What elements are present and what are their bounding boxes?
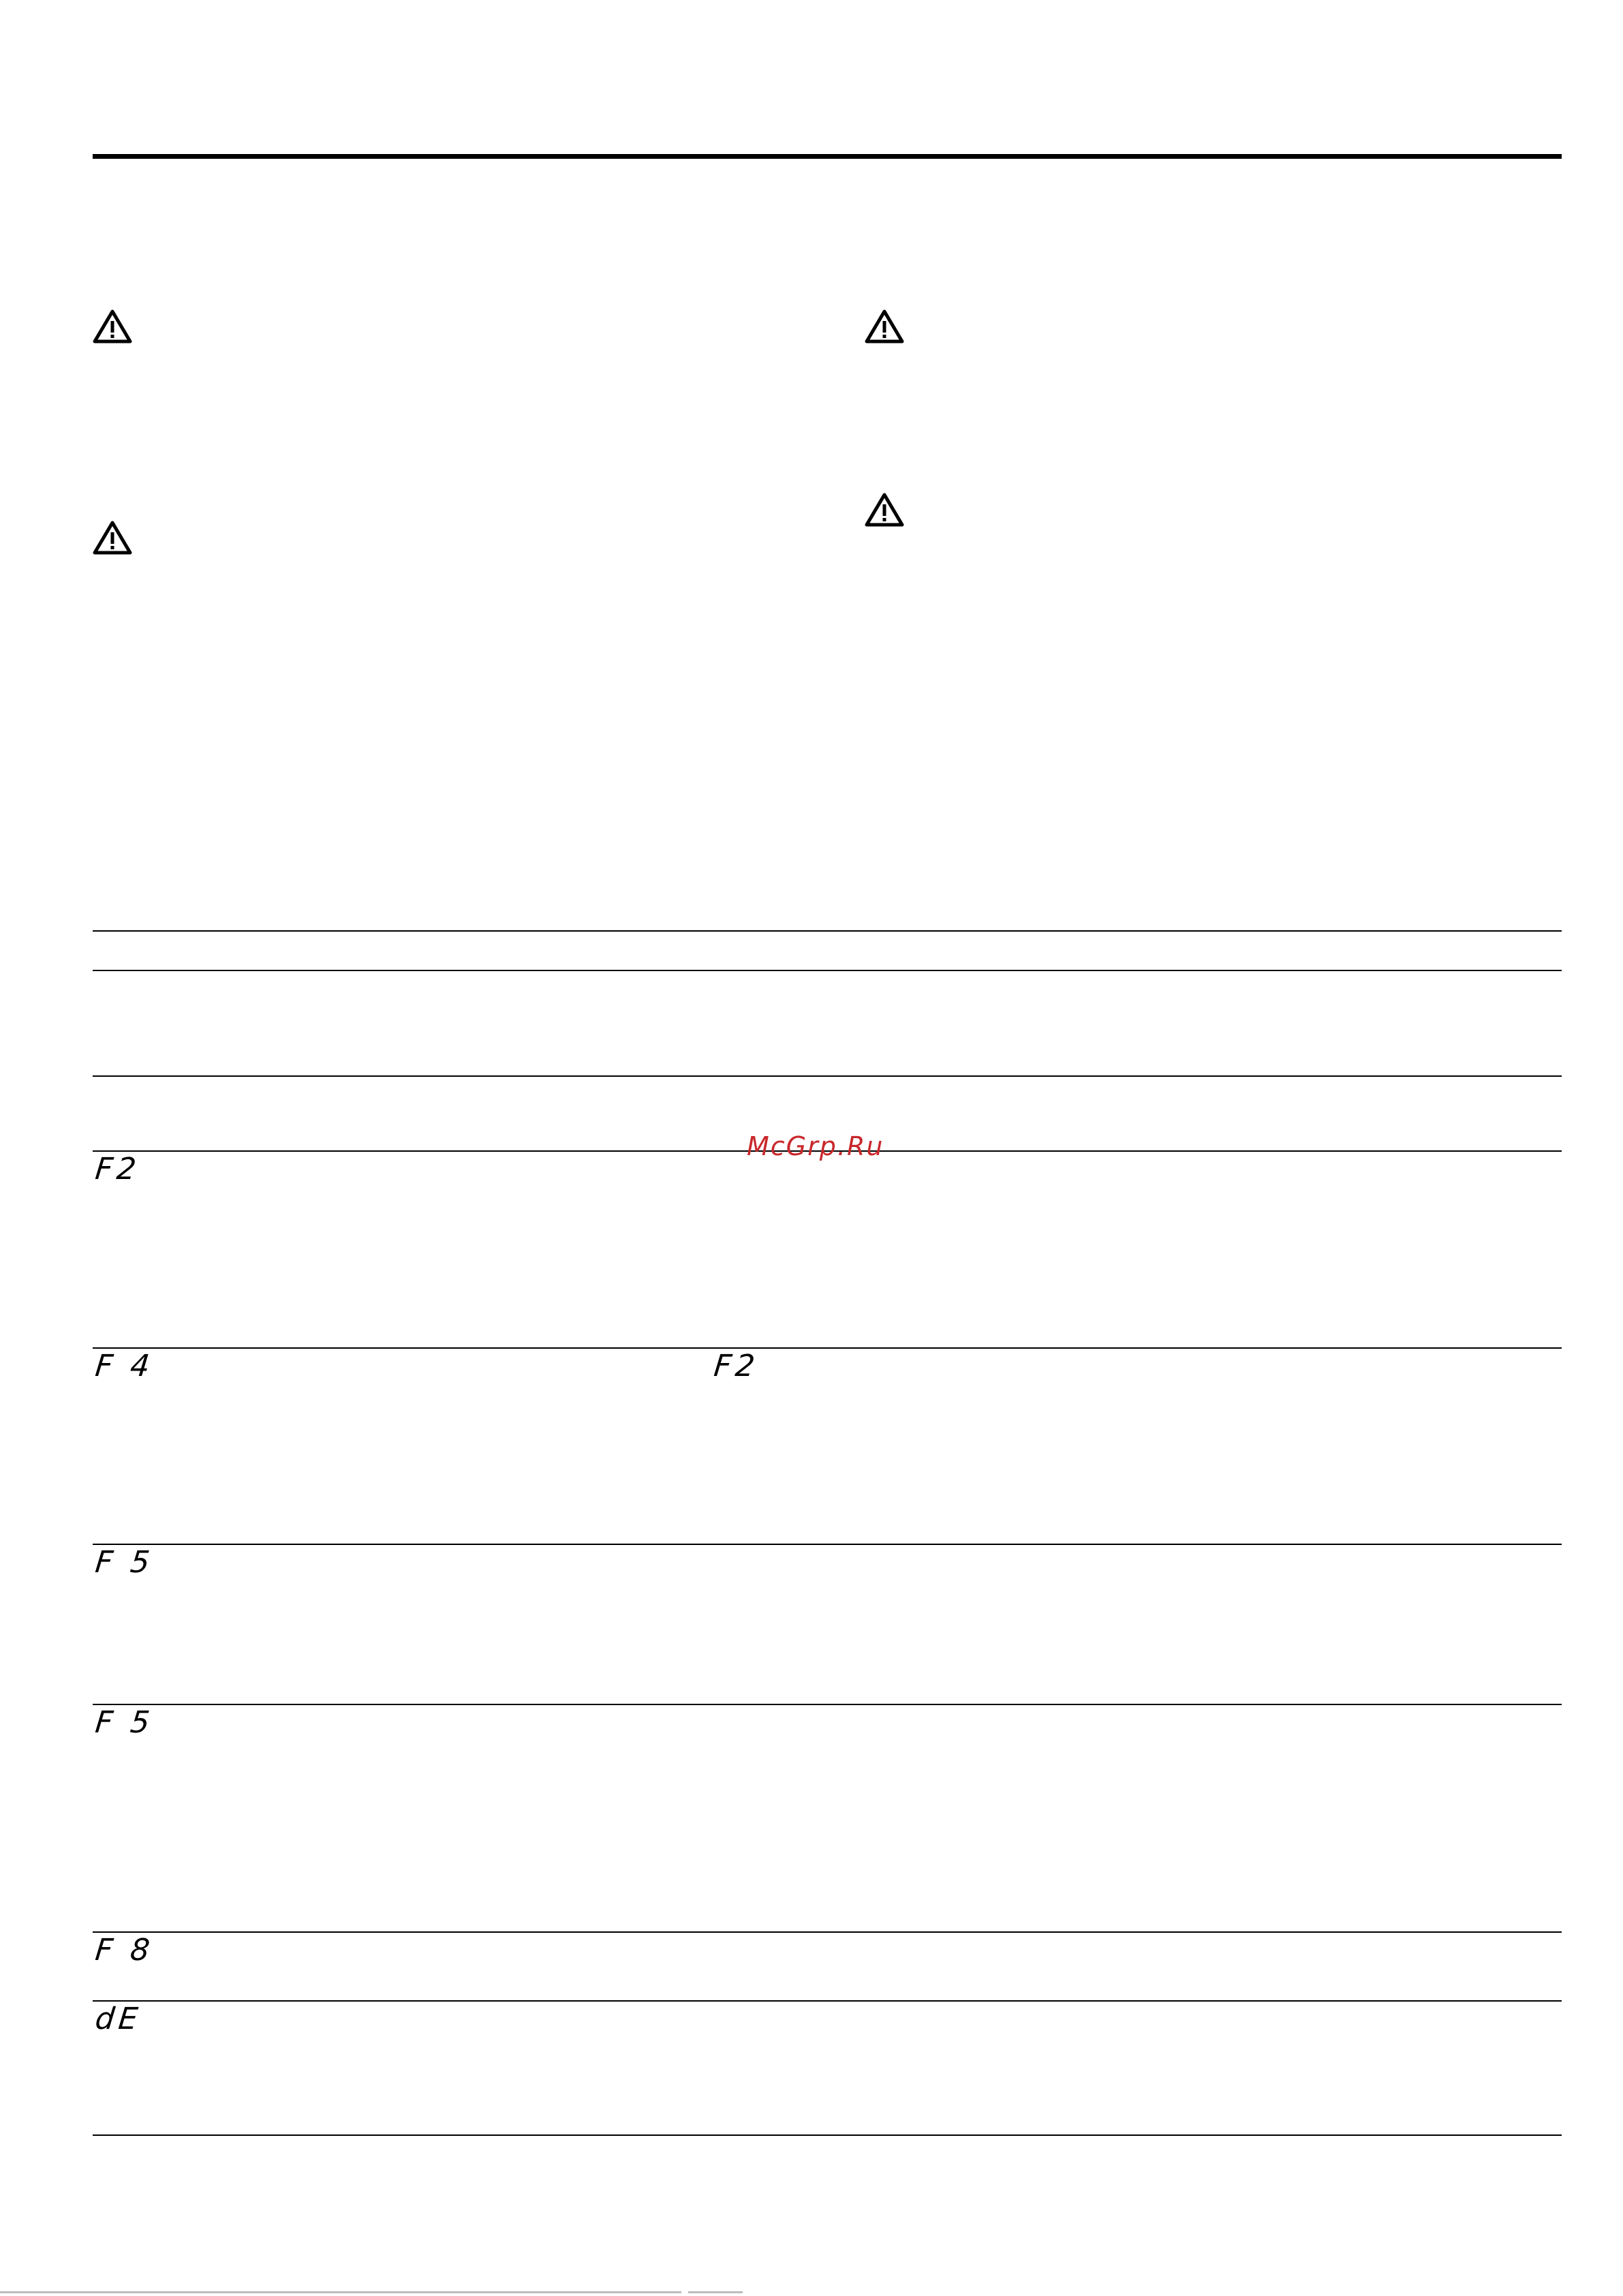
warning-triangle-icon (93, 309, 132, 344)
table-row-divider (93, 2000, 1562, 2002)
error-code-f8: F 8 (93, 1933, 156, 1968)
table-row-divider (93, 1347, 1562, 1349)
table-row-divider (93, 1075, 1562, 1077)
error-code-f5: F 5 (93, 1545, 156, 1580)
error-code-f2: F2 (93, 1152, 142, 1187)
error-code-f2-reference: F2 (712, 1349, 761, 1383)
table-row-divider (93, 1704, 1562, 1705)
footer-line (0, 2291, 681, 2293)
table-row-divider (93, 1931, 1562, 1933)
error-code-f5: F 5 (93, 1705, 156, 1740)
table-header-rule (93, 970, 1562, 971)
error-code-de: dE (93, 2002, 144, 2036)
error-code-f4: F 4 (93, 1349, 156, 1383)
table-top-rule (93, 930, 1562, 932)
table-bottom-rule (93, 2134, 1562, 2136)
warning-triangle-icon (93, 520, 132, 555)
warning-triangle-icon (865, 492, 904, 527)
footer-mark (688, 2291, 743, 2293)
table-row-divider (93, 1544, 1562, 1545)
warning-triangle-icon (865, 309, 904, 344)
header-rule (93, 154, 1562, 159)
watermark-text: McGrp.Ru (747, 1131, 884, 1161)
